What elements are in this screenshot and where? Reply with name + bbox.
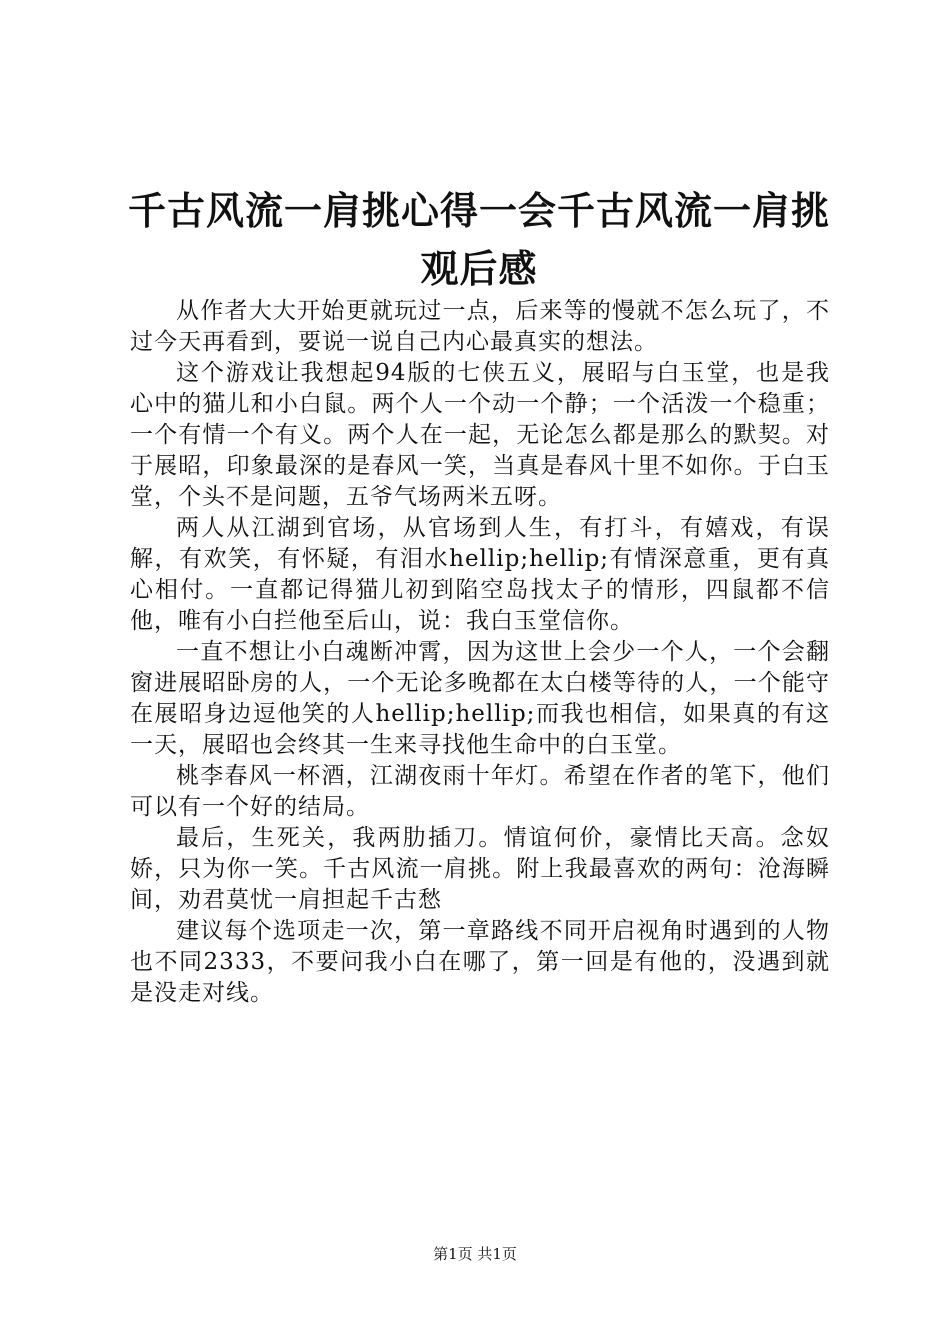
- paragraph-3: 两人从江湖到官场，从官场到人生，有打斗，有嬉戏，有误解，有欢笑，有怀疑，有泪水hellip;hellip;有情深意重，更有真心相付。一直都记得猫儿初到陷空岛找太子的情形，四鼠都不信他，唯有小白拦他至后山，说：我白玉堂信你。: [130, 515, 830, 634]
- document-body: [130, 296, 830, 1009]
- page-footer: 第1页 共1页: [433, 1245, 517, 1263]
- document-title: 千古风流一肩挑心得一会千古风流一肩挑观后感: [127, 189, 830, 291]
- paragraph-2: 这个游戏让我想起94版的七侠五义，展昭与白玉堂，也是我心中的猫儿和小白鼠。两个人一个动一个静；一个活泼一个稳重；一个有情一个有义。两个人在一起，无论怎么都是那么的默契。对于展昭，印象最深的是春风一笑，当真是春风十里不如你。于白玉堂，个头不是问题，五爷气场两米五呀。: [130, 360, 830, 510]
- paragraph-4: 一直不想让小白魂断冲霄，因为这世上会少一个人，一个会翻窗进展昭卧房的人，一个无论多晚都在太白楼等待的人，一个能守在展昭身边逗他笑的人hellip;hellip;而我也相信，如果真的有这一天，展昭也会终其一生来寻找他生命中的白玉堂。: [130, 639, 830, 758]
- paragraph-7: 建议每个选项走一次，第一章路线不同开启视角时遇到的人物也不同2333，不要问我小白在哪了，第一回是有他的，没遇到就是没走对线。: [130, 918, 830, 1006]
- paragraph-6: 最后，生死关，我两肋插刀。情谊何价，豪情比天高。念奴娇，只为你一笑。千古风流一肩挑。附上我最喜欢的两句：沧海瞬间，劝君莫忧一肩担起千古愁: [130, 825, 830, 913]
- paragraph-5: 桃李春风一杯酒，江湖夜雨十年灯。希望在作者的笔下，他们可以有一个好的结局。: [130, 763, 830, 820]
- paragraph-1: 从作者大大开始更就玩过一点，后来等的慢就不怎么玩了，不过今天再看到，要说一说自己内心最真实的想法。: [130, 298, 830, 355]
